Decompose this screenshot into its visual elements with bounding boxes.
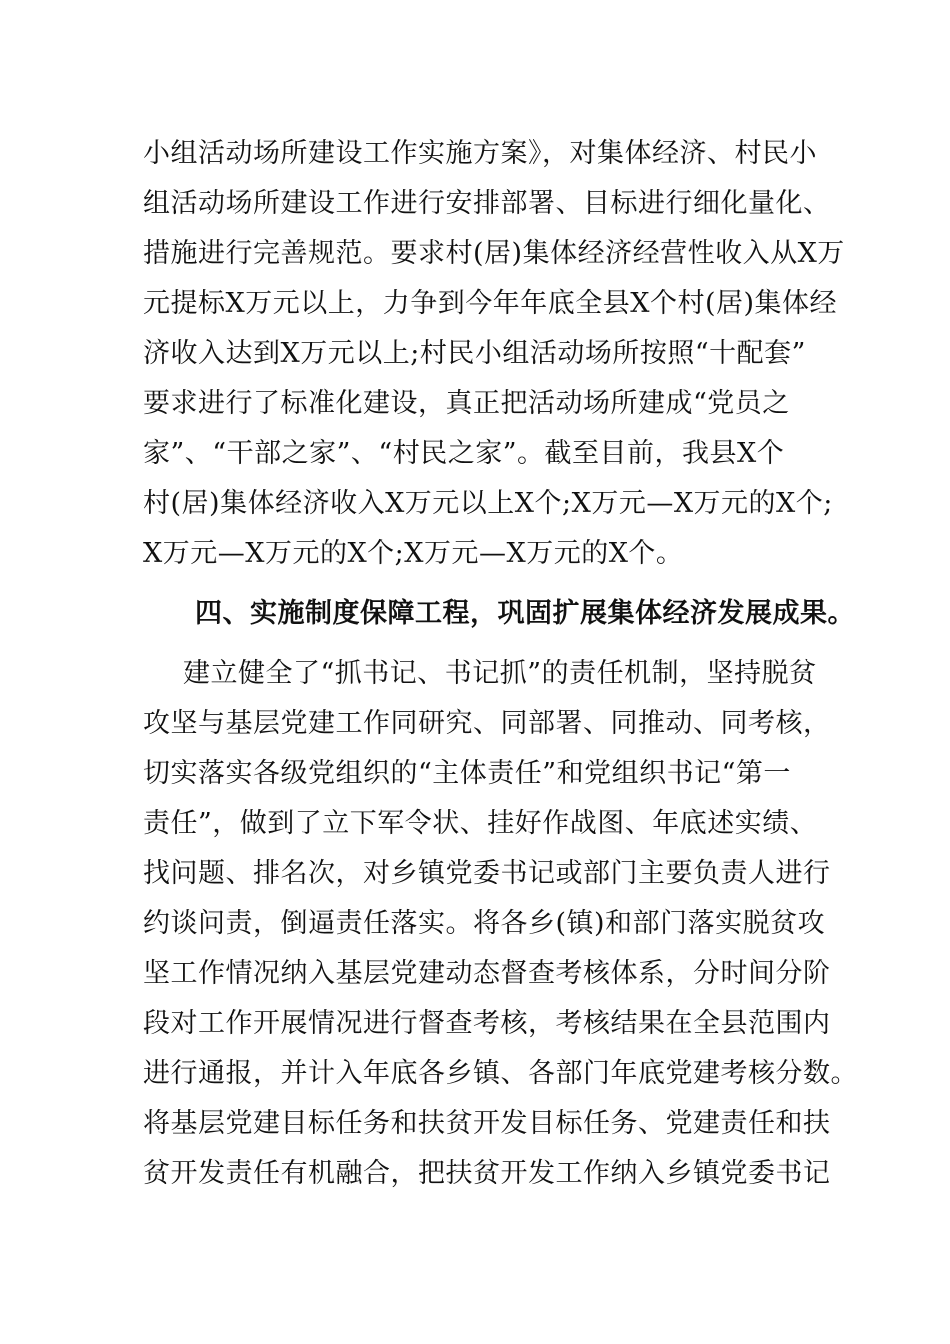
paragraph-line: 攻坚与基层党建工作同研究、同部署、同推动、同考核， [143,708,831,739]
paragraph-line: 将基层党建目标任务和扶贫开发目标任务、党建责任和扶 [143,1108,831,1139]
paragraph-line: 小组活动场所建设工作实施方案》，对集体经济、村民小 [143,138,817,169]
paragraph-line: 要求进行了标准化建设，真正把活动场所建成“党员之 [143,388,790,419]
paragraph-line: 切实落实各级党组织的“主体责任”和党组织书记“第一 [143,758,791,789]
paragraph-line: 约谈问责，倒逼责任落实。将各乡(镇)和部门落实脱贫攻 [143,908,826,939]
paragraph-line: 村(居)集体经济收入X万元以上X个;X万元—X万元的X个; [143,488,833,519]
paragraph-line: 元提标X万元以上，力争到今年年底全县X个村(居)集体经 [143,288,838,319]
paragraph-line: 家”、“干部之家”、“村民之家”。截至目前，我县X个 [143,438,785,469]
paragraph-line: 措施进行完善规范。要求村(居)集体经济经营性收入从X万 [143,238,845,269]
paragraph-line: 段对工作开展情况进行督查考核，考核结果在全县范围内 [143,1008,831,1039]
paragraph-line: 进行通报，并计入年底各乡镇、各部门年底党建考核分数。 [143,1058,858,1089]
paragraph-line: 济收入达到X万元以上;村民小组活动场所按照“十配套” [143,338,806,369]
paragraph-line: 贫开发责任有机融合，把扶贫开发工作纳入乡镇党委书记 [143,1158,831,1189]
section-heading: 四、实施制度保障工程，巩固扩展集体经济发展成果。 [195,598,855,629]
paragraph-line: 坚工作情况纳入基层党建动态督查考核体系，分时间分阶 [143,958,831,989]
paragraph-line: 建立健全了“抓书记、书记抓”的责任机制，坚持脱贫 [183,658,817,689]
paragraph-line: 组活动场所建设工作进行安排部署、目标进行细化量化、 [143,188,831,219]
paragraph-line: 责任”，做到了立下军令状、挂好作战图、年底述实绩、 [143,808,818,839]
paragraph-line: X万元—X万元的X个;X万元—X万元的X个。 [143,538,684,569]
paragraph-line: 找问题、排名次，对乡镇党委书记或部门主要负责人进行 [143,858,831,889]
